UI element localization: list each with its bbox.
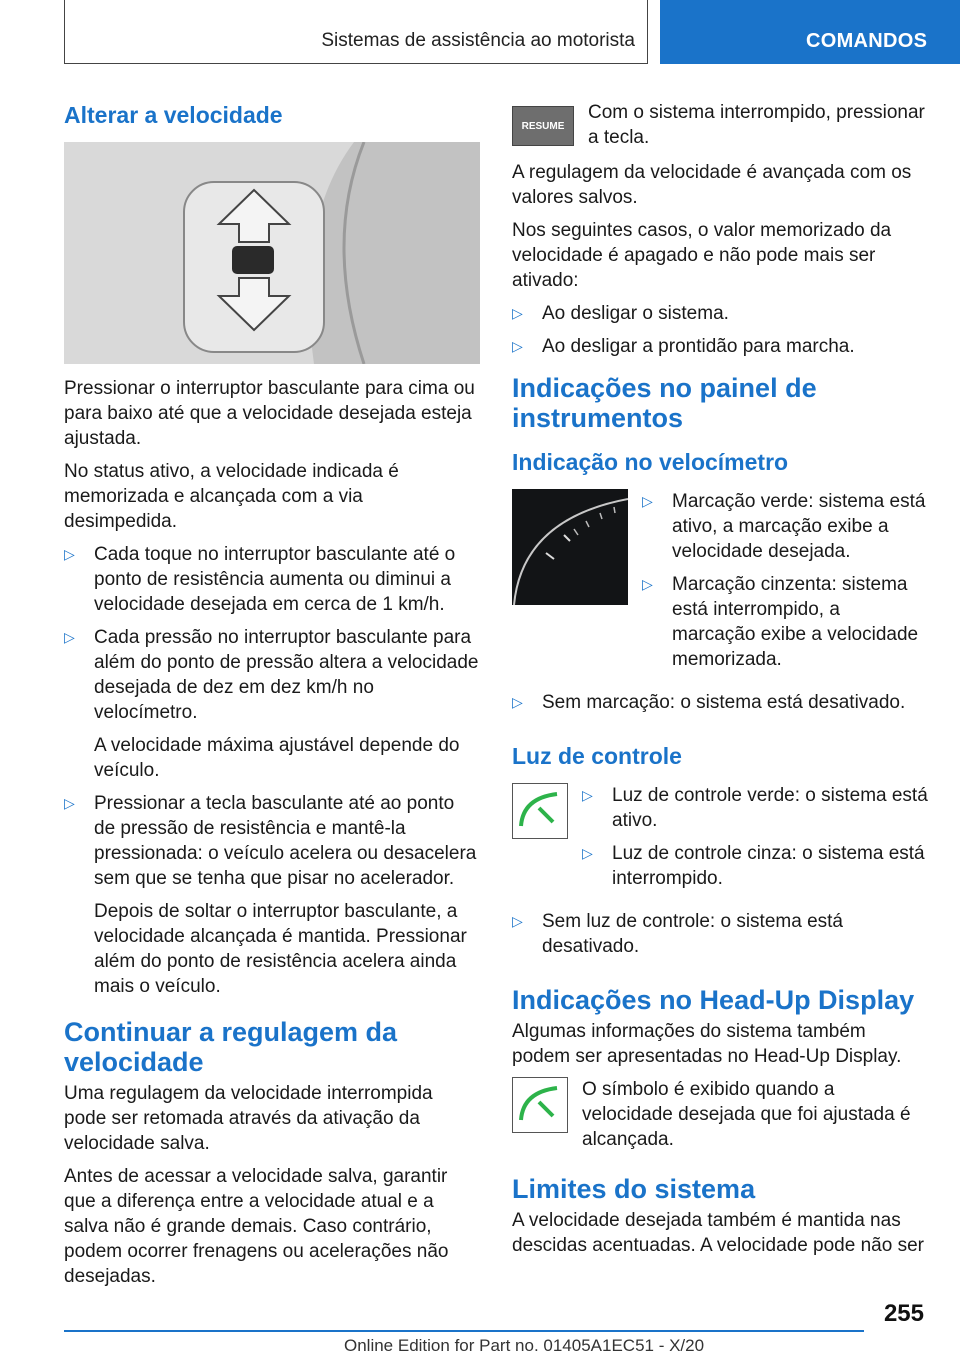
triangle-bullet-icon: ▷ xyxy=(64,629,75,645)
paragraph: Pressionar o interruptor basculante para cima ou para baixo até que a velocidade desejada esteja ajustada. xyxy=(64,378,475,449)
paragraph: No status ativo, a velocidade indicada é memorizada e alcançada com a via desimpedida. xyxy=(64,461,399,532)
triangle-bullet-icon: ▷ xyxy=(512,913,523,929)
chapter-tab[interactable] xyxy=(660,0,960,64)
resume-button-icon: RESUME xyxy=(512,106,574,146)
hud-row xyxy=(512,1077,928,1152)
page-number: 255 xyxy=(883,1300,924,1327)
list-item: ▷ Marcação cinzenta: sistema está interrompido, a marcação exibe a velocidade memorizada. xyxy=(642,574,919,670)
list-item: ▷ Luz de controle verde: o sistema está ativo. xyxy=(582,785,928,831)
list-item: ▷ Cada toque no interruptor basculante até o ponto de resistência aumenta ou diminui a velocidade desejada em cerca de 1 km/h. xyxy=(64,544,456,615)
paragraph: A regulagem da velocidade é avançada com os valores salvos. xyxy=(512,162,912,208)
paragraph: Antes de acessar a velocidade salva, garantir que a diferença entre a velocidade atual e a salva não é grande demais. Caso contrário, podem ocorrer frenagens ou acelerações não desejadas. xyxy=(64,1166,449,1287)
paragraph: Algumas informações do sistema também podem ser apresentadas no Head-Up Display. xyxy=(512,1021,902,1067)
list-item: ▷ Pressionar a tecla basculante até ao ponto de pressão de resistência e mantê-la pressionada: o veículo acelera ou desacelera sem que se tenha que pisar no acelerador. xyxy=(64,793,477,889)
heading-system-limits: Limites do sistema xyxy=(512,1174,756,1204)
list-item: ▷ Sem luz de controle: o sistema está desativado. xyxy=(512,911,843,957)
list-item: ▷ Sem marcação: o sistema está desativado. xyxy=(512,692,906,713)
list-item: ▷ Ao desligar a prontidão para marcha. xyxy=(512,336,855,357)
heading-continue-speed: Continuar a regulagem da velocidade xyxy=(64,1017,398,1077)
paragraph: A velocidade desejada também é mantida nas descidas acentuadas. A velocidade pode não ser xyxy=(512,1210,924,1256)
triangle-bullet-icon: ▷ xyxy=(512,305,523,321)
hud-speed-reached-icon xyxy=(512,1077,568,1133)
resume-row xyxy=(512,100,928,150)
chapter-title: COMANDOS xyxy=(806,30,928,52)
paragraph: Uma regulagem da velocidade interrompida pode ser retomada através da ativação da velocidade salva. xyxy=(64,1083,433,1154)
footer-divider xyxy=(64,1330,864,1332)
triangle-bullet-icon: ▷ xyxy=(582,787,593,803)
heading-change-speed: Alterar a velocidade xyxy=(64,102,283,128)
triangle-bullet-icon: ▷ xyxy=(512,694,523,710)
header-section-box xyxy=(64,0,648,64)
triangle-bullet-icon: ▷ xyxy=(642,576,653,592)
list-subparagraph: Depois de soltar o interruptor basculante, a velocidade alcançada é mantida. Pressionar além do ponto de resistência acelera ainda mais o veículo. xyxy=(94,901,467,997)
section-title: Sistemas de assistência ao motorista xyxy=(321,30,635,51)
heading-speedometer: Indicação no velocímetro xyxy=(512,449,789,475)
triangle-bullet-icon: ▷ xyxy=(64,546,75,562)
list-item: ▷ Marcação verde: sistema está ativo, a marcação exibe a velocidade desejada. xyxy=(642,491,926,562)
indicator-light-row xyxy=(512,783,928,899)
triangle-bullet-icon: ▷ xyxy=(642,493,653,509)
left-column xyxy=(64,100,480,1297)
footer-edition: Online Edition for Part no. 01405A1EC51 - X/20 xyxy=(344,1336,705,1355)
speedometer-row xyxy=(512,489,928,680)
heading-instrument-panel: Indicações no painel de instrumentos xyxy=(512,373,817,433)
list-item: ▷ Luz de controle cinza: o sistema está interrompido. xyxy=(582,843,925,889)
triangle-bullet-icon: ▷ xyxy=(64,795,75,811)
triangle-bullet-icon: ▷ xyxy=(512,338,523,354)
triangle-bullet-icon: ▷ xyxy=(582,845,593,861)
list-item: ▷ Ao desligar o sistema. xyxy=(512,303,729,324)
list-item: ▷ Cada pressão no interruptor basculante para além do ponto de pressão altera a velocidade desejada de dez em dez km/h no velocímetro. xyxy=(64,627,479,723)
indicator-light-bullets xyxy=(582,783,928,899)
paragraph: Nos seguintes casos, o valor memorizado da velocidade é apagado e não pode mais ser ativado: xyxy=(512,220,892,291)
list-subparagraph: A velocidade máxima ajustável depende do veículo. xyxy=(94,735,460,781)
heading-head-up-display: Indicações no Head-Up Display xyxy=(512,985,915,1015)
heading-indicator-light: Luz de controle xyxy=(512,743,682,769)
cruise-control-indicator-icon xyxy=(512,783,568,839)
paragraph: Com o sistema interrompido, pressionar a tecla. xyxy=(588,102,925,148)
speedometer-figure xyxy=(512,489,628,605)
speedometer-bullets xyxy=(642,489,928,680)
right-column xyxy=(512,100,928,1266)
paragraph: O símbolo é exibido quando a velocidade desejada que foi ajustada é alcançada. xyxy=(582,1079,911,1150)
steering-wheel-switch-figure xyxy=(64,142,480,364)
